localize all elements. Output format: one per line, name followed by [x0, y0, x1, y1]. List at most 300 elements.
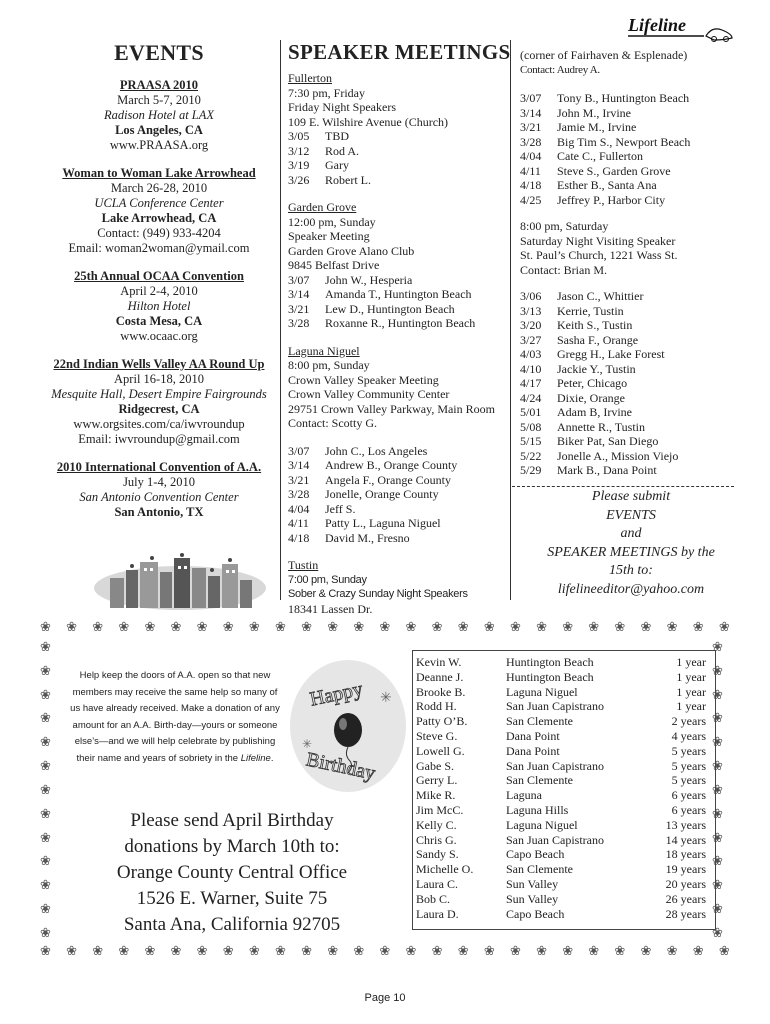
card-word-happy: Happy — [307, 678, 365, 711]
event-entry — [40, 269, 278, 344]
speaker-entry — [288, 158, 508, 173]
meeting-address: 18341 Lassen Dr. — [288, 601, 373, 616]
meeting-info: 12:00 pm, Sunday — [288, 214, 376, 229]
meeting-info: Friday Night Speakers — [288, 100, 396, 114]
balloon-icon: ❀ — [509, 619, 521, 634]
birthday-row — [416, 877, 706, 892]
balloon-icon: ❀ — [405, 619, 417, 634]
speaker-date: 3/20 — [520, 318, 542, 332]
birthday-row — [416, 907, 706, 922]
speaker-date: 3/27 — [520, 332, 542, 347]
speaker-date: 5/08 — [520, 419, 542, 434]
member-name: Steve G. — [416, 728, 458, 743]
member-city: Huntington Beach — [506, 669, 594, 684]
member-city: Dana Point — [506, 743, 560, 758]
member-name: Rodd H. — [416, 699, 457, 714]
balloon-icon: ❀ — [92, 943, 104, 958]
event-venue: Radison Hotel at LAX — [103, 108, 215, 122]
balloon-icon: ❀ — [40, 829, 51, 845]
meeting-info: 8:00 pm, Saturday — [520, 219, 609, 233]
speaker-entry — [288, 129, 508, 144]
speaker-date: 3/28 — [288, 487, 310, 501]
speaker-entry — [520, 289, 730, 304]
speaker-name: Annette R., Tustin — [557, 419, 646, 434]
birthday-donation-address — [62, 808, 402, 938]
speaker-name: John W., Hesperia — [325, 272, 413, 287]
balloon-icon: ❀ — [431, 943, 443, 958]
event-detail: www.PRAASA.org — [109, 138, 209, 152]
speaker-name: Andrew B., Orange County — [325, 458, 458, 472]
balloon-border-left — [40, 640, 62, 940]
speaker-date: 3/14 — [288, 458, 310, 472]
birthday-row — [416, 788, 706, 803]
sobriety-years: 20 years — [665, 876, 706, 891]
speaker-entry — [520, 149, 730, 164]
balloon-border-top — [40, 620, 730, 634]
meeting-city: Garden Grove — [288, 200, 357, 214]
sobriety-years: 18 years — [665, 847, 706, 862]
speaker-name: Tony B., Huntington Beach — [557, 91, 690, 105]
meeting-location-note: (corner of Fairhaven & Esplenade) — [520, 48, 688, 62]
balloon-icon: ❀ — [40, 662, 51, 678]
balloon-icon: ❀ — [40, 805, 51, 821]
balloon-icon: ❀ — [712, 639, 723, 654]
speaker-date: 5/15 — [520, 434, 542, 448]
address-line: Santa Ana, California 92705 — [123, 914, 341, 935]
birthday-row — [416, 759, 706, 774]
meeting-group — [288, 344, 508, 431]
events-column — [40, 40, 278, 533]
speaker-date: 3/07 — [520, 91, 542, 105]
event-location: San Antonio, TX — [114, 505, 204, 519]
member-name: Chris G. — [416, 832, 457, 847]
submit-notice — [520, 488, 742, 599]
meeting-info: Speaker Meeting — [288, 229, 370, 243]
sobriety-years: 26 years — [665, 891, 706, 906]
speaker-date: 3/21 — [288, 301, 310, 316]
member-city: San Clemente — [506, 714, 573, 729]
speaker-name: Jonelle, Orange County — [325, 487, 439, 501]
speaker-date: 3/12 — [288, 143, 310, 158]
balloon-icon: ❀ — [405, 943, 417, 958]
speaker-name: John C., Los Angeles — [325, 443, 428, 458]
member-name: Sandy S. — [416, 847, 459, 862]
speaker-meetings-column — [288, 40, 511, 616]
speaker-entry — [520, 376, 730, 391]
meeting-info: 29751 Crown Valley Parkway, Main Room — [288, 401, 495, 416]
member-city: San Clemente — [506, 773, 573, 788]
balloon-icon: ❀ — [640, 943, 652, 958]
event-title: PRAASA 2010 — [119, 78, 199, 92]
speaker-name: Jason C., Whittier — [557, 289, 644, 303]
speaker-entry — [520, 434, 730, 449]
member-name: Michelle O. — [416, 862, 474, 877]
balloon-icon: ❀ — [483, 619, 495, 634]
sobriety-years: 4 years — [671, 728, 706, 743]
member-city: Laguna Hills — [506, 802, 569, 817]
speaker-entry — [288, 502, 508, 517]
meeting-info: Garden Grove Alano Club — [288, 243, 415, 258]
event-entry — [40, 357, 278, 447]
speaker-date: 3/07 — [288, 443, 310, 458]
speaker-date: 3/19 — [288, 158, 310, 172]
speaker-date: 4/18 — [520, 178, 542, 192]
speaker-entry — [288, 458, 508, 473]
meeting-info: 109 E. Wilshire Avenue (Church) — [288, 114, 449, 129]
balloon-icon: ❀ — [40, 734, 51, 750]
meeting-info: Crown Valley Community Center — [288, 387, 450, 401]
birthday-list — [416, 655, 706, 921]
balloon-icon: ❀ — [274, 943, 286, 958]
speaker-name: Gary — [325, 158, 349, 172]
balloon-icon: ❀ — [640, 619, 652, 634]
member-name: Brooke B. — [416, 684, 466, 699]
speaker-entry — [520, 333, 730, 348]
balloon-icon: ❀ — [248, 619, 260, 634]
speaker-name: Lew D., Huntington Beach — [325, 301, 455, 316]
speaker-date: 3/28 — [288, 316, 310, 330]
balloon-icon: ❀ — [327, 943, 339, 958]
event-title: 22nd Indian Wells Valley AA Round Up — [53, 357, 265, 371]
member-name: Kevin W. — [416, 655, 462, 669]
event-location: Ridgecrest, CA — [118, 402, 200, 416]
event-venue: Hilton Hotel — [127, 299, 191, 313]
balloon-icon: ❀ — [40, 943, 51, 958]
event-venue: San Antonio Convention Center — [79, 490, 239, 504]
address-line: Please send April Birthday — [130, 810, 334, 831]
speaker-date: 5/29 — [520, 463, 542, 477]
speaker-name: David M., Fresno — [325, 530, 410, 545]
speaker-entry — [288, 473, 508, 488]
member-name: Deanne J. — [416, 669, 464, 684]
sobriety-years: 1 year — [676, 669, 706, 684]
sobriety-years: 2 years — [671, 714, 706, 729]
balloon-icon: ❀ — [40, 877, 51, 893]
balloon-icon: ❀ — [40, 924, 51, 940]
page-number: Page 10 — [364, 992, 406, 1004]
sobriety-years: 1 year — [676, 655, 706, 669]
member-name: Patty O’B. — [416, 714, 468, 729]
speaker-name: Mark B., Dana Point — [557, 463, 657, 477]
speaker-entry — [288, 287, 508, 302]
birthday-row — [416, 670, 706, 685]
speaker-date: 3/05 — [288, 129, 310, 143]
balloon-icon: ❀ — [40, 686, 51, 702]
speaker-date: 3/14 — [520, 105, 542, 120]
submit-line: 15th to: — [609, 563, 653, 578]
balloon-icon: ❀ — [692, 619, 704, 634]
member-city: San Clemente — [506, 862, 573, 877]
event-venue: Mesquite Hall, Desert Empire Fairgrounds — [51, 387, 267, 401]
speaker-entry — [288, 444, 508, 459]
balloon-icon: ❀ — [666, 619, 678, 634]
member-name: Lowell G. — [416, 743, 465, 758]
balloon-icon: ❀ — [712, 924, 723, 940]
speaker-entry — [520, 193, 730, 208]
balloon-icon: ❀ — [536, 943, 547, 958]
balloon-icon: ❀ — [40, 853, 51, 869]
birthday-row — [416, 803, 706, 818]
speaker-entry — [520, 405, 730, 420]
member-city: Dana Point — [506, 728, 560, 743]
member-city: San Juan Capistrano — [506, 758, 604, 773]
speaker-date: 3/14 — [288, 287, 310, 301]
event-location: Lake Arrowhead, CA — [101, 211, 217, 225]
birthday-row — [416, 729, 706, 744]
balloon-icon: ❀ — [40, 781, 51, 797]
speaker-meetings-continued — [520, 48, 730, 490]
birthday-row — [416, 862, 706, 877]
balloon-icon: ❀ — [712, 805, 723, 821]
balloon-icon: ❀ — [614, 619, 626, 634]
speaker-name: John M., Irvine — [557, 105, 631, 120]
meeting-info: Contact: Scotty G. — [288, 416, 377, 430]
balloon-icon: ❀ — [222, 943, 234, 958]
lifeline-name: Lifeline — [240, 752, 271, 764]
sobriety-years: 5 years — [671, 773, 706, 788]
column-divider — [280, 40, 281, 600]
balloon-icon: ❀ — [712, 781, 723, 797]
balloon-icon: ❀ — [588, 943, 600, 958]
speaker-date: 4/04 — [288, 501, 310, 516]
event-location: Costa Mesa, CA — [115, 314, 203, 328]
speaker-entry — [520, 106, 730, 121]
speaker-name: Peter, Chicago — [557, 376, 628, 390]
svg-text:✳: ✳ — [302, 737, 313, 751]
meeting-info: 9845 Belfast Drive — [288, 258, 380, 272]
meeting-contact: Contact: Audrey A. — [520, 63, 600, 76]
speaker-meetings-heading: SPEAKER MEETINGS — [288, 40, 511, 64]
meeting-info: St. Paul’s Church, 1221 Wass St. — [520, 248, 678, 262]
speaker-name: Roxanne R., Huntington Beach — [325, 316, 476, 330]
balloon-icon: ❀ — [431, 619, 443, 634]
events-heading: EVENTS — [114, 40, 204, 65]
speaker-date: 3/21 — [520, 120, 542, 134]
balloon-icon: ❀ — [196, 943, 208, 958]
speaker-meetings-list — [288, 71, 508, 545]
speaker-entry — [520, 391, 730, 406]
donation-help-text: Help keep the doors of A.A. open so that new members may receive the same help so many of us have already received. Make a donation of any amount for an A.A. Birth-day—yours or someone else’s—and we will help celebrate by publishing their name and years of sobriety in the Lifeline. — [70, 670, 280, 764]
city-skyline-illustration — [92, 552, 268, 612]
speaker-name: Keith S., Tustin — [557, 318, 633, 332]
balloon-icon: ❀ — [222, 619, 234, 634]
balloon-icon: ❀ — [457, 943, 469, 958]
speaker-entry — [288, 144, 508, 159]
speaker-name: Gregg H., Lake Forest — [557, 347, 665, 361]
birthday-row — [416, 685, 706, 700]
events-list — [40, 78, 278, 520]
event-location: Los Angeles, CA — [115, 123, 203, 137]
balloon-icon: ❀ — [562, 619, 574, 634]
birthday-row — [416, 892, 706, 907]
member-name: Jim McC. — [416, 802, 464, 817]
balloon-icon: ❀ — [40, 901, 51, 917]
speaker-date: 3/28 — [520, 134, 542, 149]
speaker-entry — [520, 304, 730, 319]
balloon-icon: ❀ — [457, 619, 469, 634]
submit-line: EVENTS — [606, 507, 656, 523]
balloon-icon: ❀ — [712, 829, 723, 845]
event-detail: April 16-18, 2010 — [114, 372, 204, 386]
balloon-icon: ❀ — [692, 943, 704, 958]
speaker-date: 4/24 — [520, 390, 542, 405]
speaker-name: Amanda T., Huntington Beach — [325, 287, 472, 301]
speaker-name: TBD — [325, 129, 349, 143]
speaker-name: Jamie M., Irvine — [557, 120, 637, 134]
member-city: Laguna Niguel — [506, 817, 578, 832]
event-title: 25th Annual OCAA Convention — [74, 269, 244, 283]
sobriety-years: 1 year — [676, 699, 706, 714]
balloon-border-bottom — [40, 944, 730, 958]
member-name: Laura C. — [416, 876, 458, 891]
meeting-info: Crown Valley Speaker Meeting — [288, 372, 439, 387]
balloon-icon: ❀ — [536, 619, 547, 634]
birthday-row — [416, 699, 706, 714]
balloon-icon: ❀ — [712, 686, 723, 702]
balloon-icon: ❀ — [66, 619, 78, 634]
sobriety-years: 19 years — [665, 862, 706, 877]
speaker-name: Jeff S. — [325, 501, 356, 516]
saturday-meeting-info — [520, 219, 730, 277]
meeting-info: 7:30 pm, Friday — [288, 85, 365, 100]
speaker-entry — [520, 120, 730, 135]
speaker-name: Angela F., Orange County — [325, 472, 452, 487]
member-city: Capo Beach — [506, 906, 565, 921]
speaker-date: 4/18 — [288, 530, 310, 545]
speaker-entry — [288, 273, 508, 288]
address-line: donations by March 10th to: — [124, 836, 340, 857]
svg-text:Lifeline: Lifeline — [628, 15, 686, 35]
speaker-name: Cate C., Fullerton — [557, 149, 643, 163]
event-detail: March 26-28, 2010 — [110, 181, 208, 195]
speaker-date: 3/13 — [520, 303, 542, 318]
balloon-icon: ❀ — [40, 710, 51, 726]
speaker-entry — [520, 178, 730, 193]
submit-line: SPEAKER MEETINGS by the — [547, 544, 715, 560]
address-line: Orange County Central Office — [116, 862, 348, 883]
meeting-city: Laguna Niguel — [288, 343, 360, 358]
speaker-date: 5/01 — [520, 405, 542, 419]
speaker-date: 4/04 — [520, 149, 542, 163]
sobriety-years: 6 years — [671, 802, 706, 817]
speaker-date: 4/17 — [520, 376, 542, 390]
birthday-row — [416, 833, 706, 848]
member-city: Laguna Niguel — [506, 684, 578, 699]
speaker-name: Biker Pat, San Diego — [557, 434, 659, 448]
speaker-entry — [520, 318, 730, 333]
speaker-name: Jackie Y., Tustin — [557, 361, 636, 376]
speaker-list — [520, 289, 730, 478]
balloon-icon: ❀ — [712, 734, 723, 750]
event-detail: Email: woman2woman@ymail.com — [68, 241, 250, 255]
event-entry — [40, 460, 278, 520]
balloon-icon: ❀ — [712, 853, 723, 869]
speaker-date: 4/25 — [520, 192, 542, 207]
event-detail: April 2-4, 2010 — [120, 284, 198, 298]
event-entry — [40, 78, 278, 153]
speaker-date: 3/26 — [288, 172, 310, 187]
birthday-row — [416, 655, 706, 670]
balloon-icon: ❀ — [327, 619, 339, 634]
lifeline-logo — [624, 14, 736, 44]
meeting-group — [288, 444, 508, 546]
speaker-name: Kerrie, Tustin — [557, 303, 624, 318]
member-city: Sun Valley — [506, 876, 559, 891]
balloon-icon: ❀ — [118, 943, 130, 958]
member-city: Capo Beach — [506, 847, 565, 862]
submit-line: and — [620, 526, 642, 541]
speaker-entry — [520, 347, 730, 362]
balloon-icon: ❀ — [40, 619, 51, 634]
balloon-icon: ❀ — [353, 943, 365, 958]
card-word-birthday: Birthday — [304, 748, 378, 785]
column-divider — [510, 40, 511, 600]
speaker-entry — [520, 449, 730, 464]
sobriety-years: 1 year — [676, 684, 706, 699]
sobriety-years: 6 years — [671, 788, 706, 803]
submit-line: Please submit — [591, 489, 671, 504]
speaker-entry — [520, 135, 730, 150]
speaker-date: 3/07 — [288, 272, 310, 287]
member-name: Gabe S. — [416, 758, 454, 773]
event-title: Woman to Woman Lake Arrowhead — [62, 166, 256, 180]
balloon-icon: ❀ — [170, 943, 182, 958]
meeting-name: Sober & Crazy Sunday Night Speakers — [288, 588, 468, 600]
speaker-entry — [288, 302, 508, 317]
speaker-name: Sasha F., Orange — [557, 332, 639, 347]
meeting-time: 7:00 pm, Sunday — [288, 573, 367, 586]
meeting-info: 8:00 pm, Sunday — [288, 358, 370, 372]
speaker-date: 3/21 — [288, 472, 310, 487]
meeting-group — [288, 71, 508, 187]
balloon-icon: ❀ — [170, 619, 182, 634]
speaker-entry — [288, 531, 508, 546]
balloon-icon: ❀ — [144, 943, 156, 958]
speaker-entry — [520, 362, 730, 377]
svg-text:✳: ✳ — [380, 691, 392, 706]
balloon-icon: ❀ — [40, 639, 51, 654]
member-name: Mike R. — [416, 788, 456, 803]
balloon-icon: ❀ — [353, 619, 365, 634]
sobriety-years: 5 years — [671, 758, 706, 773]
birthday-row — [416, 744, 706, 759]
balloon-icon: ❀ — [274, 619, 286, 634]
balloon-icon: ❀ — [301, 943, 312, 958]
speaker-name: Steve S., Garden Grove — [557, 163, 671, 178]
balloon-icon: ❀ — [712, 662, 723, 678]
speaker-date: 3/06 — [520, 289, 542, 303]
tustin-meeting — [288, 558, 508, 616]
speaker-date: 4/03 — [520, 347, 542, 361]
meeting-info: Contact: Brian M. — [520, 262, 607, 277]
event-entry — [40, 166, 278, 256]
speaker-name: Rod A. — [325, 143, 360, 158]
speaker-name: Dixie, Orange — [557, 390, 625, 405]
member-name: Kelly C. — [416, 817, 457, 832]
birthday-row — [416, 818, 706, 833]
member-name: Laura D. — [416, 906, 459, 921]
member-city: San Juan Capistrano — [506, 832, 604, 847]
speaker-entry — [288, 316, 508, 331]
balloon-icon: ❀ — [588, 619, 600, 634]
balloon-icon: ❀ — [379, 943, 391, 958]
speaker-name: Patty L., Laguna Niguel — [325, 516, 441, 530]
birthday-row — [416, 847, 706, 862]
event-detail: March 5-7, 2010 — [117, 93, 201, 107]
speaker-name: Esther B., Santa Ana — [557, 178, 657, 192]
balloon-icon: ❀ — [248, 943, 260, 958]
balloon-icon: ❀ — [712, 710, 723, 726]
